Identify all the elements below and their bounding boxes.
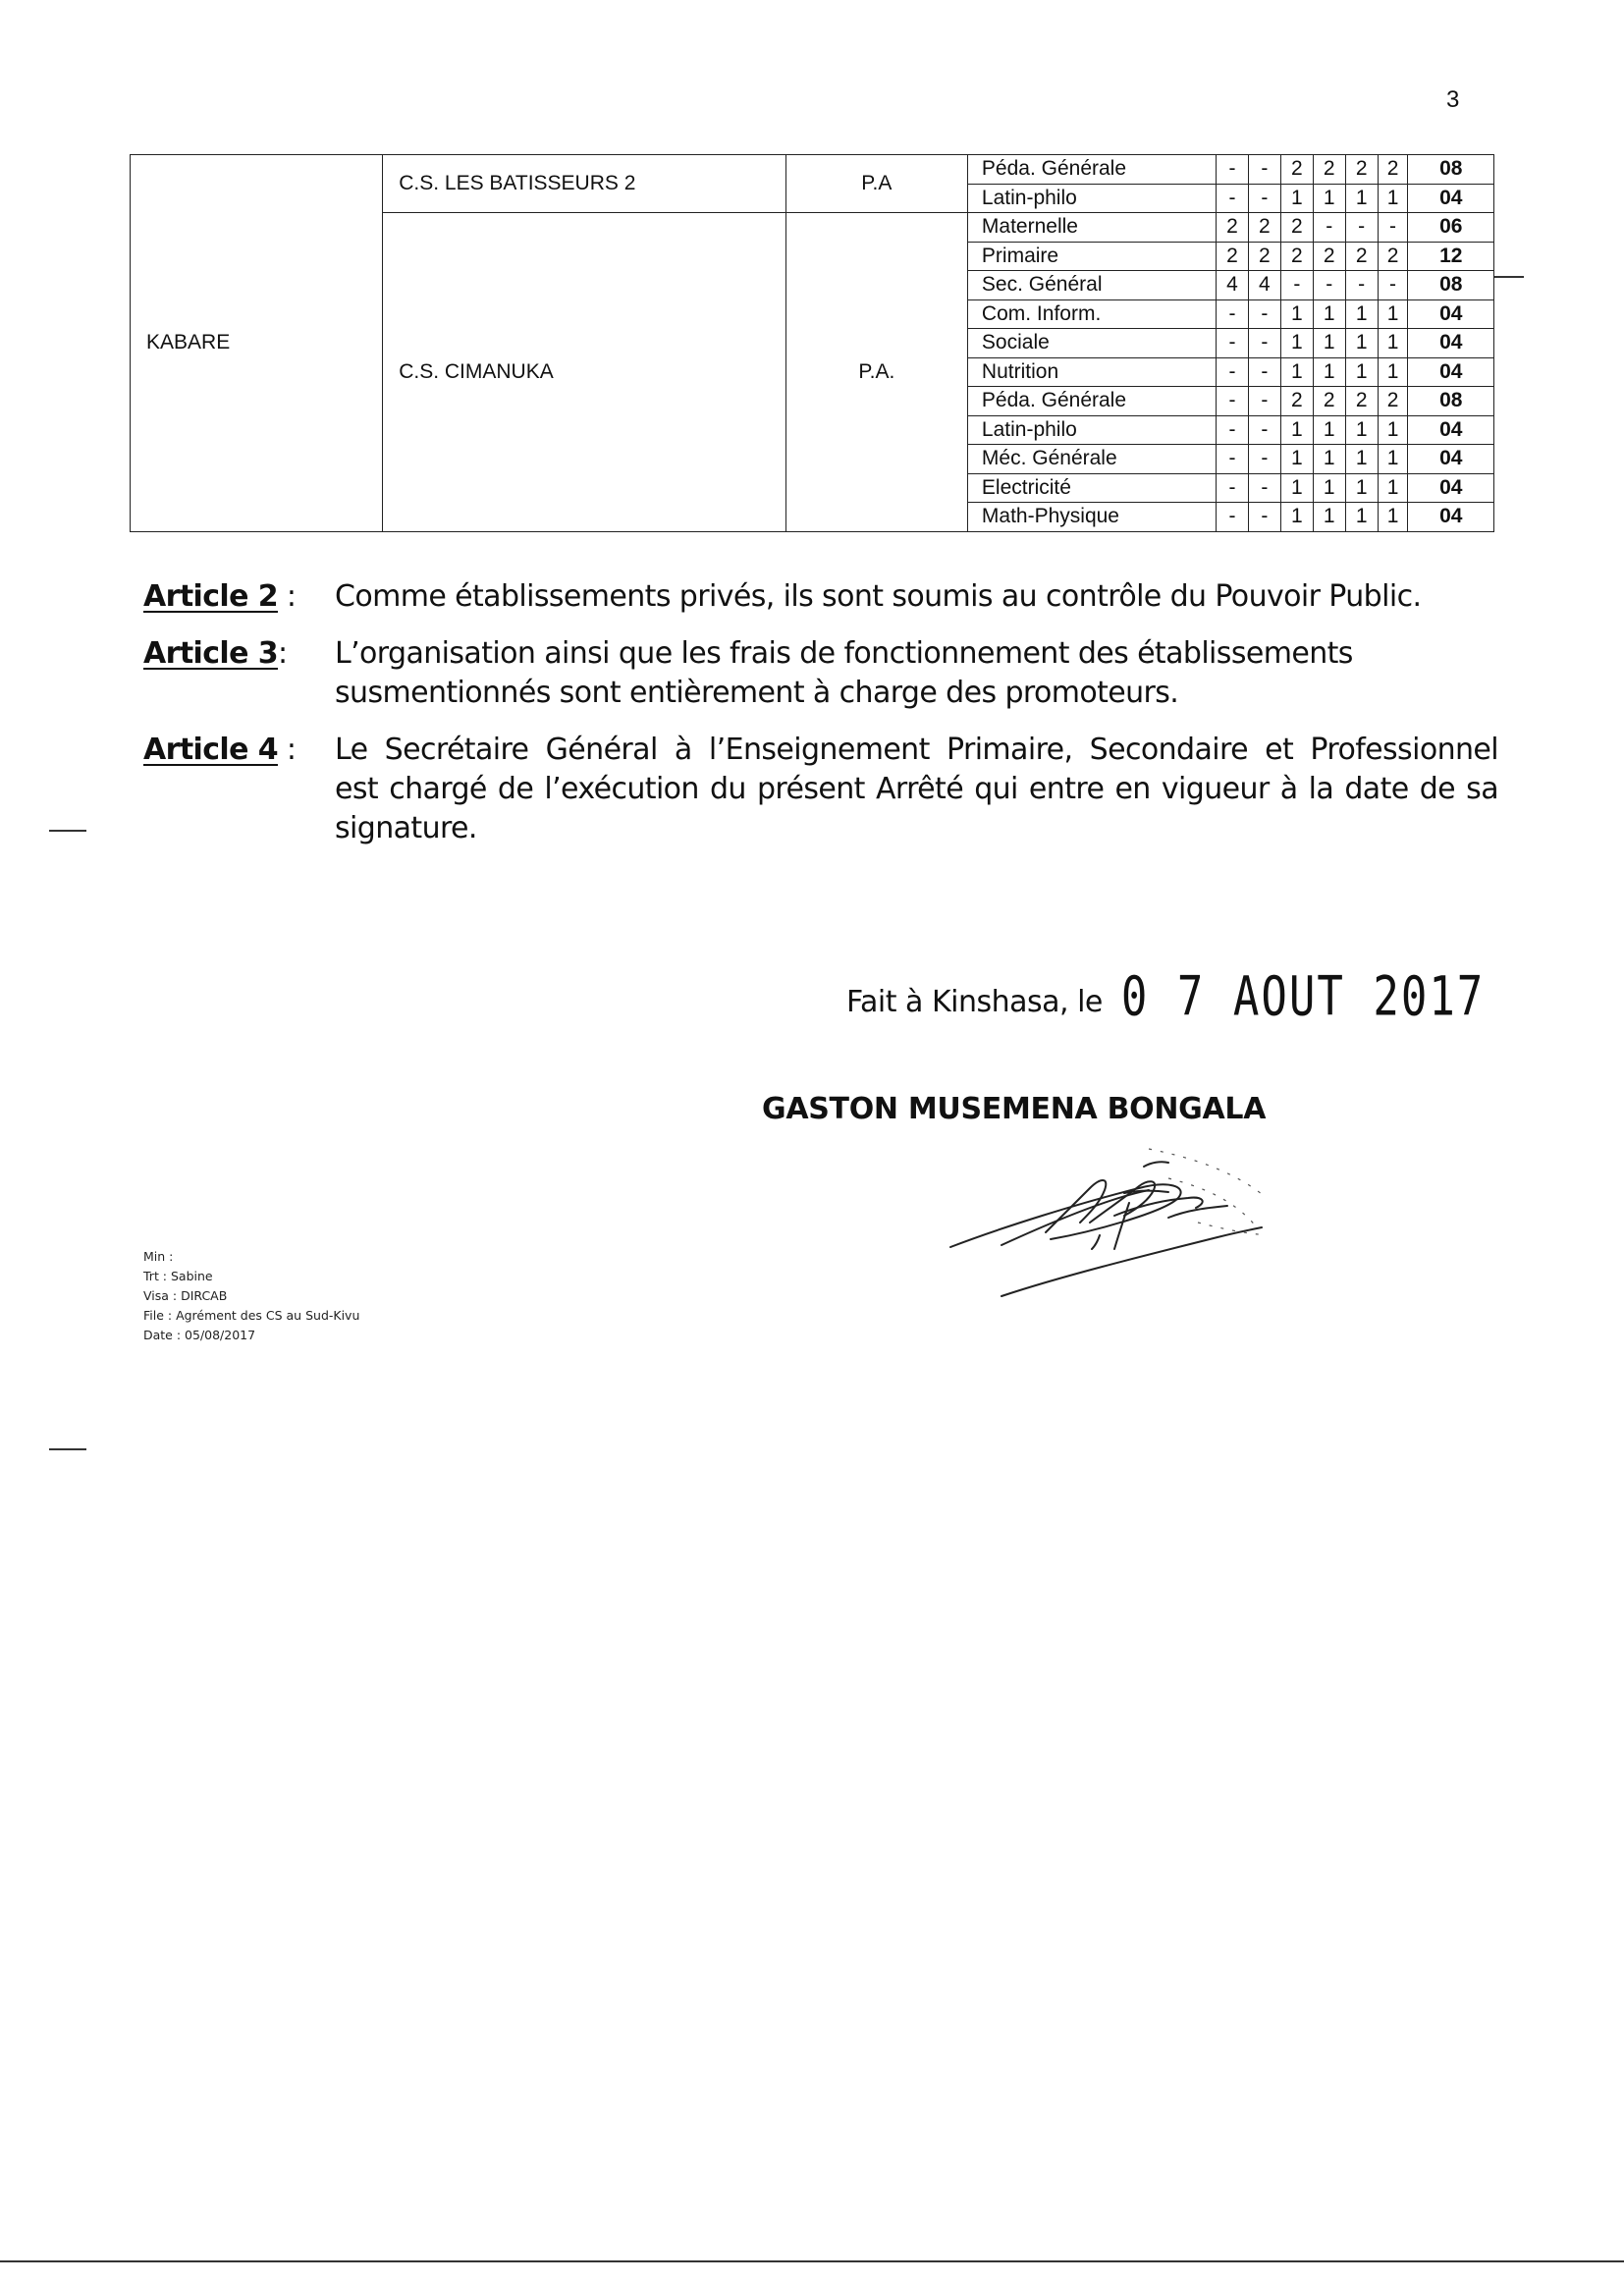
- class-count-cell: 2: [1345, 387, 1378, 416]
- page-number: 3: [1446, 86, 1460, 113]
- class-count-cell: 2: [1313, 242, 1345, 271]
- class-count-cell: -: [1378, 213, 1408, 243]
- class-count-cell: 1: [1345, 357, 1378, 387]
- class-count-cell: 2: [1313, 387, 1345, 416]
- class-count-cell: 1: [1280, 329, 1313, 358]
- footer-note: Visa : DIRCAB: [143, 1288, 228, 1303]
- class-count-cell: -: [1248, 503, 1280, 532]
- class-count-cell: 2: [1280, 242, 1313, 271]
- articles-section: [143, 577, 1498, 866]
- footer-notes: [143, 1247, 359, 1345]
- footer-note: Min :: [143, 1249, 174, 1264]
- total-cell: 04: [1408, 299, 1494, 329]
- class-count-cell: -: [1345, 271, 1378, 300]
- article-4: Article 4 : Le Secrétaire Général à l’Enseignement Primaire, Secondaire et Professionnel est chargé de l’exécution du présent Arrêté qui entre en vigueur à la date de sa signature.: [143, 731, 1498, 848]
- class-count-cell: 1: [1378, 415, 1408, 445]
- class-count-cell: 1: [1313, 357, 1345, 387]
- signatory-name: GASTON MUSEMENA BONGALA: [762, 1092, 1267, 1126]
- class-count-cell: 1: [1313, 184, 1345, 213]
- total-cell: 04: [1408, 357, 1494, 387]
- class-count-cell: -: [1248, 415, 1280, 445]
- scan-mark: [49, 1448, 86, 1450]
- class-count-cell: -: [1217, 155, 1249, 185]
- article-3-label: Article 3: [143, 636, 278, 671]
- class-count-cell: -: [1217, 415, 1249, 445]
- article-3-line: L’organisation ainsi que les frais de fonctionnement des établissements: [335, 636, 1353, 671]
- total-cell: 08: [1408, 271, 1494, 300]
- class-count-cell: 2: [1248, 213, 1280, 243]
- footer-note: File : Agrément des CS au Sud-Kivu: [143, 1308, 360, 1323]
- class-count-cell: -: [1248, 299, 1280, 329]
- class-count-cell: 1: [1313, 473, 1345, 503]
- handwritten-signature-icon: [943, 1129, 1404, 1306]
- class-count-cell: 1: [1313, 503, 1345, 532]
- total-cell: 12: [1408, 242, 1494, 271]
- class-count-cell: 1: [1345, 473, 1378, 503]
- school-name-cell: C.S. CIMANUKA: [383, 213, 786, 532]
- scan-mark: [49, 830, 86, 832]
- class-count-cell: -: [1280, 271, 1313, 300]
- option-cell: Latin-philo: [967, 415, 1216, 445]
- table-row: [131, 155, 1494, 185]
- option-cell: Primaire: [967, 242, 1216, 271]
- class-count-cell: 4: [1248, 271, 1280, 300]
- class-count-cell: -: [1345, 213, 1378, 243]
- total-cell: 04: [1408, 445, 1494, 474]
- class-count-cell: -: [1248, 357, 1280, 387]
- class-count-cell: 1: [1345, 445, 1378, 474]
- class-count-cell: 1: [1313, 299, 1345, 329]
- class-count-cell: 1: [1280, 445, 1313, 474]
- class-count-cell: 1: [1345, 329, 1378, 358]
- class-count-cell: -: [1248, 473, 1280, 503]
- class-count-cell: 1: [1280, 357, 1313, 387]
- class-count-cell: -: [1378, 271, 1408, 300]
- class-count-cell: 2: [1280, 155, 1313, 185]
- class-count-cell: 2: [1313, 155, 1345, 185]
- class-count-cell: 1: [1345, 503, 1378, 532]
- class-count-cell: 1: [1378, 329, 1408, 358]
- bottom-rule: [0, 2260, 1624, 2262]
- class-count-cell: -: [1217, 357, 1249, 387]
- class-count-cell: -: [1217, 503, 1249, 532]
- class-count-cell: -: [1217, 445, 1249, 474]
- class-count-cell: 1: [1378, 299, 1408, 329]
- class-count-cell: 1: [1378, 503, 1408, 532]
- option-cell: Nutrition: [967, 357, 1216, 387]
- class-count-cell: 4: [1217, 271, 1249, 300]
- class-count-cell: 1: [1280, 503, 1313, 532]
- option-cell: Electricité: [967, 473, 1216, 503]
- class-count-cell: 2: [1248, 242, 1280, 271]
- class-count-cell: 2: [1280, 387, 1313, 416]
- class-count-cell: 2: [1280, 213, 1313, 243]
- class-count-cell: 2: [1378, 242, 1408, 271]
- option-cell: Math-Physique: [967, 503, 1216, 532]
- article-4-line: est chargé de l’exécution du présent Arrêté qui entre en vigueur à la date de sa: [335, 772, 1498, 806]
- total-cell: 04: [1408, 329, 1494, 358]
- option-cell: Péda. Générale: [967, 155, 1216, 185]
- class-count-cell: 1: [1280, 299, 1313, 329]
- regime-cell: P.A.: [785, 213, 967, 532]
- total-cell: 04: [1408, 503, 1494, 532]
- class-count-cell: -: [1217, 299, 1249, 329]
- article-4-line: Le Secrétaire Général à l’Enseignement Primaire, Secondaire et Professionnel: [335, 733, 1498, 767]
- total-cell: 08: [1408, 387, 1494, 416]
- territoire-cell: KABARE: [131, 155, 383, 532]
- scan-mark: [1494, 276, 1524, 278]
- class-count-cell: 2: [1217, 213, 1249, 243]
- class-count-cell: -: [1248, 184, 1280, 213]
- class-count-cell: -: [1248, 329, 1280, 358]
- place-text: Fait à Kinshasa, le: [846, 985, 1103, 1019]
- school-name-cell: C.S. LES BATISSEURS 2: [383, 155, 786, 213]
- total-cell: 04: [1408, 184, 1494, 213]
- class-count-cell: -: [1248, 155, 1280, 185]
- class-count-cell: 1: [1345, 415, 1378, 445]
- class-count-cell: -: [1248, 387, 1280, 416]
- footer-note: Date : 05/08/2017: [143, 1328, 256, 1342]
- article-2-label: Article 2: [143, 579, 278, 614]
- article-2-line: Comme établissements privés, ils sont soumis au contrôle du Pouvoir Public.: [335, 579, 1422, 614]
- footer-note: Trt : Sabine: [143, 1269, 213, 1283]
- option-cell: Sec. Général: [967, 271, 1216, 300]
- article-4-line: signature.: [335, 811, 477, 845]
- class-count-cell: 1: [1313, 415, 1345, 445]
- class-count-cell: 1: [1378, 184, 1408, 213]
- option-cell: Com. Inform.: [967, 299, 1216, 329]
- option-cell: Péda. Générale: [967, 387, 1216, 416]
- class-count-cell: 2: [1217, 242, 1249, 271]
- total-cell: 08: [1408, 155, 1494, 185]
- class-count-cell: 1: [1280, 184, 1313, 213]
- article-3: Article 3: L’organisation ainsi que les frais de fonctionnement des établissements susmentionnés sont entièrement à charge des promoteurs.: [143, 634, 1498, 713]
- class-count-cell: 2: [1345, 242, 1378, 271]
- option-cell: Maternelle: [967, 213, 1216, 243]
- class-count-cell: 1: [1378, 445, 1408, 474]
- total-cell: 04: [1408, 473, 1494, 503]
- place-date-line: [846, 965, 1486, 1029]
- class-count-cell: 1: [1280, 415, 1313, 445]
- article-4-label: Article 4: [143, 733, 278, 767]
- class-count-cell: -: [1217, 473, 1249, 503]
- option-cell: Latin-philo: [967, 184, 1216, 213]
- option-cell: Méc. Générale: [967, 445, 1216, 474]
- class-count-cell: -: [1217, 184, 1249, 213]
- class-count-cell: 1: [1378, 473, 1408, 503]
- class-count-cell: 1: [1313, 329, 1345, 358]
- class-count-cell: 1: [1345, 184, 1378, 213]
- date-stamp: 0 7 AOUT 2017: [1120, 965, 1486, 1029]
- class-count-cell: 1: [1345, 299, 1378, 329]
- schools-table: [130, 154, 1494, 532]
- class-count-cell: 1: [1313, 445, 1345, 474]
- class-count-cell: -: [1217, 329, 1249, 358]
- total-cell: 04: [1408, 415, 1494, 445]
- class-count-cell: -: [1217, 387, 1249, 416]
- class-count-cell: -: [1313, 271, 1345, 300]
- class-count-cell: 2: [1378, 387, 1408, 416]
- class-count-cell: 2: [1378, 155, 1408, 185]
- option-cell: Sociale: [967, 329, 1216, 358]
- regime-cell: P.A: [785, 155, 967, 213]
- article-3-line: susmentionnés sont entièrement à charge des promoteurs.: [335, 676, 1179, 710]
- class-count-cell: -: [1313, 213, 1345, 243]
- article-2: Article 2 : Comme établissements privés, ils sont soumis au contrôle du Pouvoir Public.: [143, 577, 1498, 617]
- class-count-cell: 1: [1280, 473, 1313, 503]
- total-cell: 06: [1408, 213, 1494, 243]
- class-count-cell: 2: [1345, 155, 1378, 185]
- class-count-cell: -: [1248, 445, 1280, 474]
- class-count-cell: 1: [1378, 357, 1408, 387]
